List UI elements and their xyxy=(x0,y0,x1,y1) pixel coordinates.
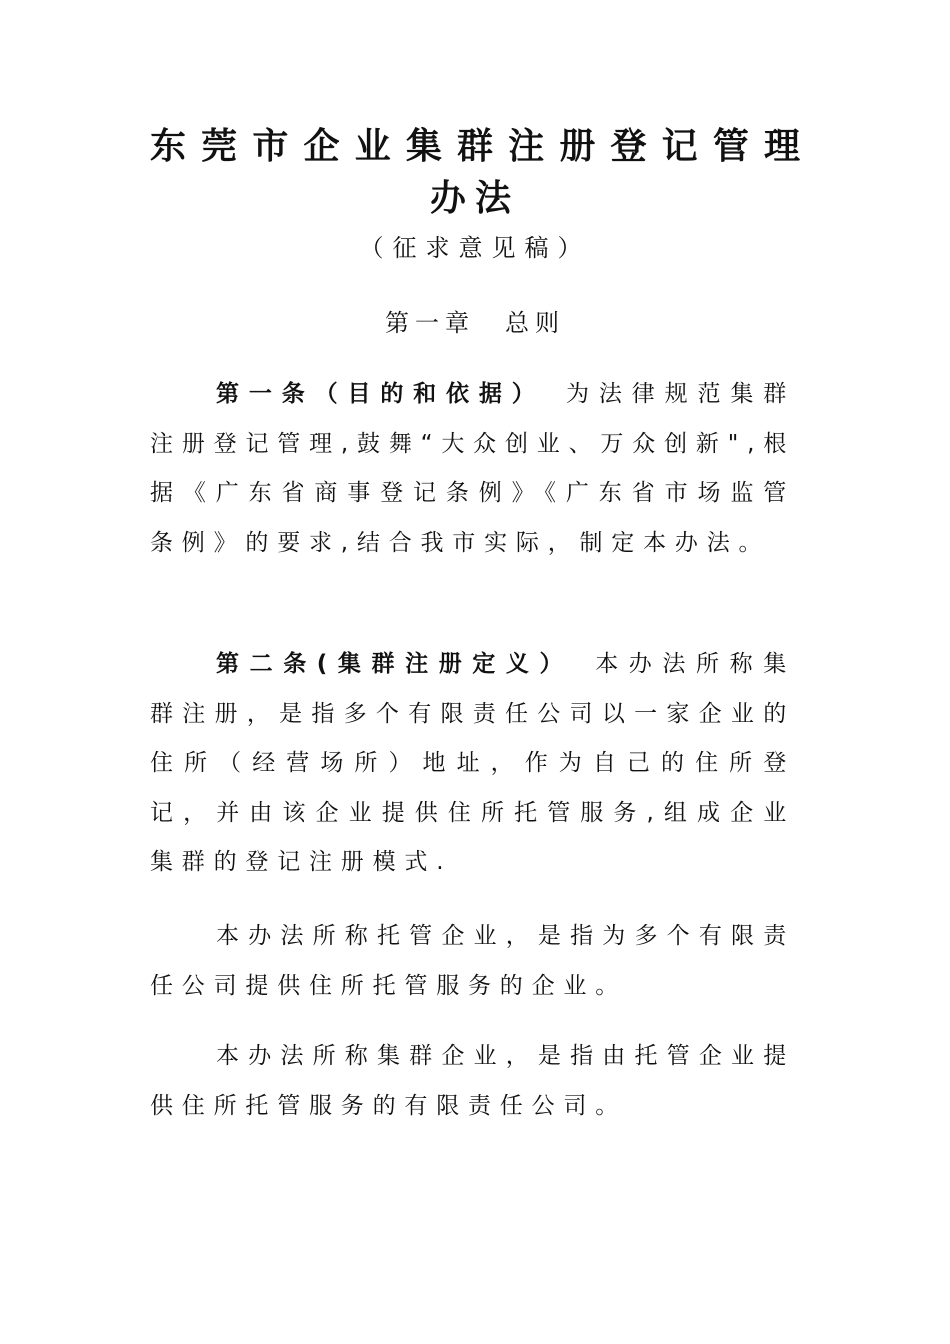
document-subtitle: （征求意见稿） xyxy=(359,234,591,262)
chapter-heading: 第一章 总则 xyxy=(385,309,565,337)
cluster-enterprise-text: 本办法所称集群企业，是指由托管企业提供住所托管服务的有限责任公司。 xyxy=(150,1043,795,1119)
article-2-paragraph xyxy=(150,640,795,888)
article-1-heading: 第一条（目的和依据） xyxy=(216,381,534,407)
document-title-line-2: 办法 xyxy=(429,177,520,219)
hosting-enterprise-paragraph xyxy=(150,912,795,1011)
document-title-line-1: 东莞市企业集群注册登记管理 xyxy=(150,125,800,167)
article-1-paragraph xyxy=(150,370,795,568)
article-2-heading: 第二条(集群注册定义） xyxy=(216,651,562,677)
article-1-text: 为法律规范集群注册登记管理,鼓舞“大众创业、万众创新",根据《广东省商事登记条例》《广东省市场监管条例》的要求,结合我市实际，制定本办法。 xyxy=(150,381,796,556)
cluster-enterprise-paragraph xyxy=(150,1032,795,1131)
article-2-text: 本办法所称集群注册，是指多个有限责任公司以一家企业的住所（经营场所）地址，作为自己的住所登记，并由该企业提供住所托管服务,组成企业集群的登记注册模式. xyxy=(150,651,796,876)
hosting-enterprise-text: 本办法所称托管企业，是指为多个有限责任公司提供住所托管服务的企业。 xyxy=(150,923,795,999)
